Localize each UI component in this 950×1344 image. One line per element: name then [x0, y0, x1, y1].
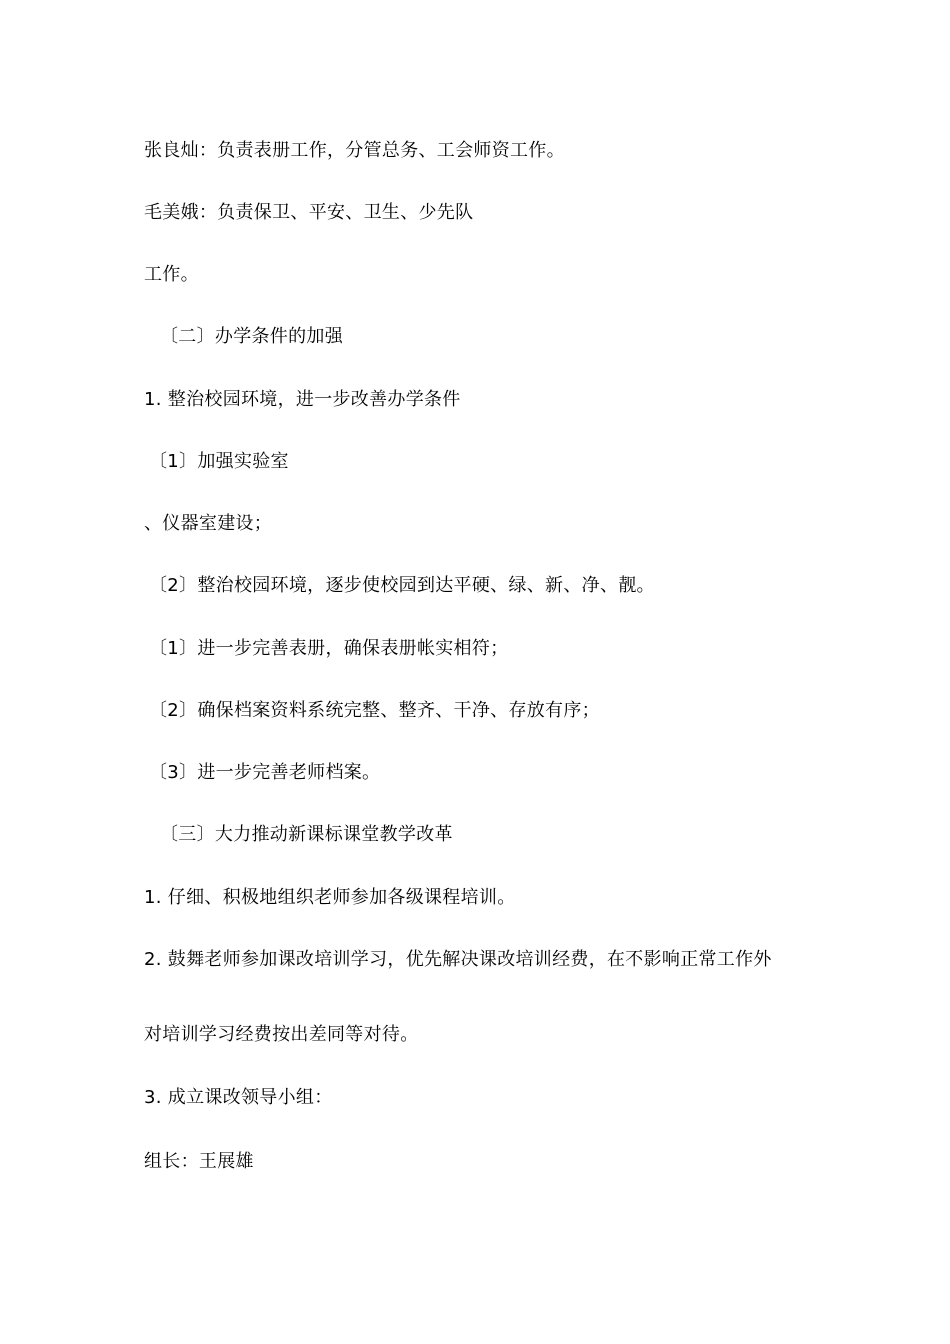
text-line: 组长：王展雄 [144, 1151, 254, 1172]
text-line: 张良灿：负责表册工作，分管总务、工会师资工作。 [144, 140, 565, 161]
text-line: 〔1〕加强实验室 [149, 451, 289, 472]
text-line: 、仪器室建设； [144, 513, 273, 534]
text-line: 对培训学习经费按出差同等对待。 [144, 1024, 419, 1045]
text-line: 〔2〕整治校园环境，逐步使校园到达平硬、绿、新、净、靓。 [149, 575, 655, 596]
section-heading: 〔二〕办学条件的加强 [160, 326, 343, 347]
text-line: 2. 鼓舞老师参加课改培训学习，优先解决课改培训经费，在不影响正常工作外 [144, 949, 772, 970]
text-line: 毛美娥：负责保卫、平安、卫生、少先队 [144, 202, 474, 223]
text-line: 1. 仔细、积极地组织老师参加各级课程培训。 [144, 887, 516, 908]
section-heading: 〔三〕大力推动新课标课堂教学改革 [160, 824, 453, 845]
text-line: 〔3〕进一步完善老师档案。 [149, 762, 381, 783]
text-line: 〔2〕确保档案资料系统完整、整齐、干净、存放有序； [149, 700, 600, 721]
text-line: 3. 成立课改领导小组： [144, 1087, 333, 1108]
text-line: 1. 整治校园环境，进一步改善办学条件 [144, 389, 461, 410]
text-line: 工作。 [144, 264, 199, 285]
text-line: 〔1〕进一步完善表册，确保表册帐实相符； [149, 638, 509, 659]
